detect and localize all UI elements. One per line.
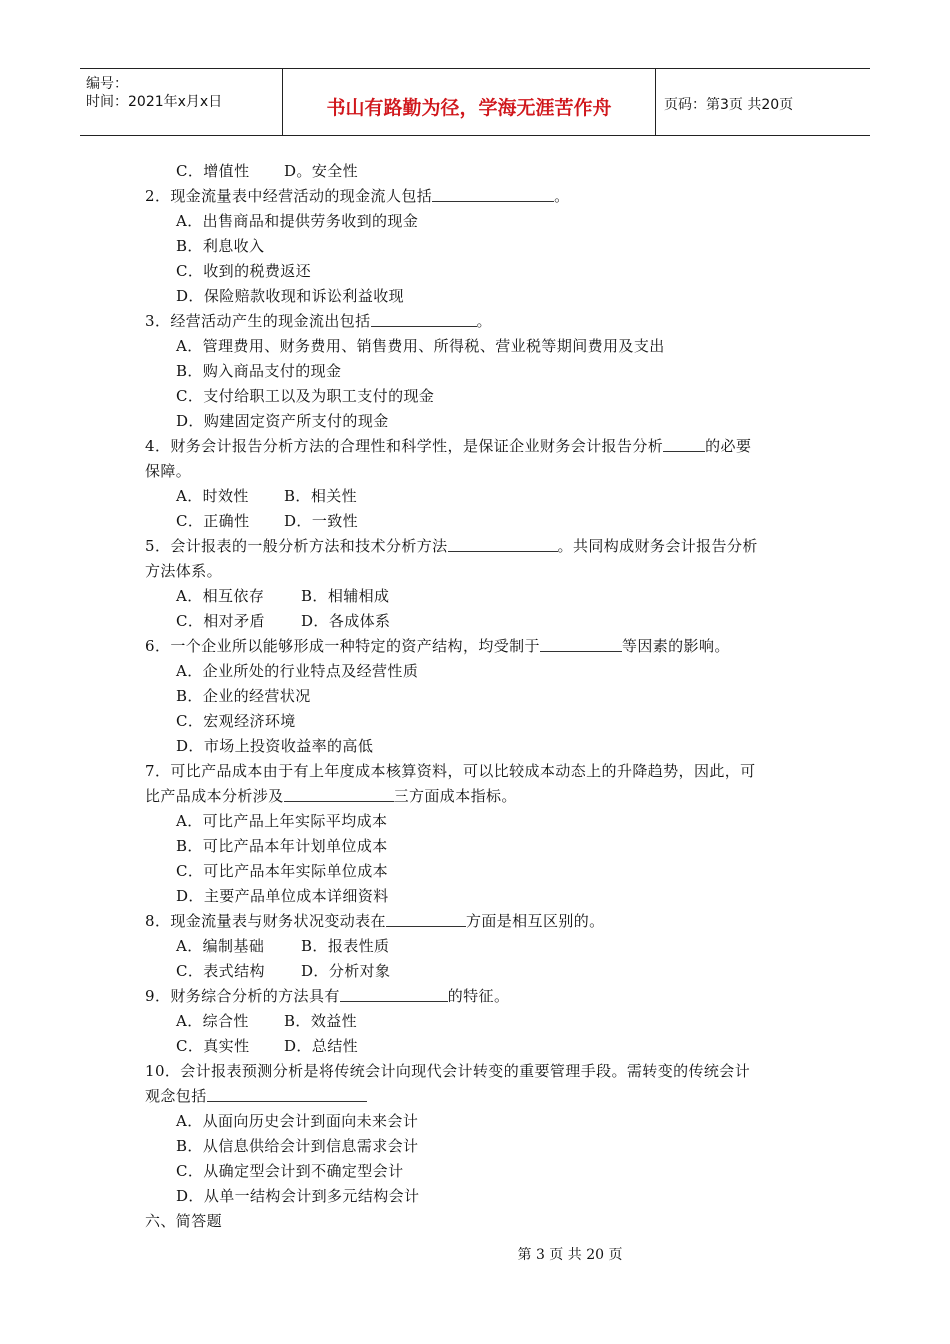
q3-stem: 3．经营活动产生的现金流出包括 。 bbox=[145, 312, 492, 330]
q6-option-c: C．宏观经济环境 bbox=[176, 712, 296, 730]
answer-blank bbox=[448, 536, 558, 552]
q3-option-c: C．支付给职工以及为职工支付的现金 bbox=[176, 387, 435, 405]
page-footer: 第 3 页 共 20 页 bbox=[517, 1247, 623, 1263]
q6-option-b: B．企业的经营状况 bbox=[176, 687, 311, 705]
answer-blank bbox=[386, 911, 466, 927]
q7-option-a: A．可比产品上年实际平均成本 bbox=[176, 812, 388, 830]
q3-option-a: A．管理费用、财务费用、销售费用、所得税、营业税等期间费用及支出 bbox=[176, 337, 665, 355]
answer-blank bbox=[284, 786, 394, 802]
q9-options-cd: C．真实性 D．总结性 bbox=[176, 1037, 359, 1055]
q7-option-d: D．主要产品单位成本详细资料 bbox=[176, 887, 389, 905]
answer-blank bbox=[340, 986, 448, 1002]
q3-option-d: D．购建固定资产所支付的现金 bbox=[176, 412, 389, 430]
answer-blank bbox=[432, 186, 554, 202]
q9-stem: 9．财务综合分析的方法具有 的特征。 bbox=[145, 987, 510, 1005]
q9-options-ab: A．综合性 B．效益性 bbox=[176, 1012, 358, 1030]
q10-option-b: B．从信息供给会计到信息需求会计 bbox=[176, 1137, 419, 1155]
q7-option-c: C．可比产品本年实际单位成本 bbox=[176, 862, 389, 880]
q2-option-a: A．出售商品和提供劳务收到的现金 bbox=[176, 212, 419, 230]
q10-option-d: D．从单一结构会计到多元结构会计 bbox=[176, 1187, 420, 1205]
doc-number-label: 编号： bbox=[86, 76, 128, 92]
q2-option-d: D．保险赔款收现和诉讼利益收现 bbox=[176, 287, 405, 305]
q4-options-ab: A．时效性 B．相关性 bbox=[176, 487, 358, 505]
section-title: 六、简答题 bbox=[145, 1212, 223, 1230]
q10-stem-cont: 观念包括 bbox=[145, 1084, 367, 1109]
q5-options-ab: A．相互依存 B．相辅相成 bbox=[176, 587, 390, 605]
doc-time-label: 时间：2021年x月x日 bbox=[86, 94, 223, 110]
q6-option-d: D．市场上投资收益率的高低 bbox=[176, 737, 374, 755]
q3-option-b: B．购入商品支付的现金 bbox=[176, 362, 342, 380]
q10-stem: 10．会计报表预测分析是将传统会计向现代会计转变的重要管理手段。需转变的传统会计 bbox=[145, 1062, 751, 1080]
q7-option-b: B．可比产品本年计划单位成本 bbox=[176, 837, 388, 855]
header-meta-cell bbox=[80, 69, 283, 135]
q8-options-ab: A．编制基础 B．报表性质 bbox=[176, 937, 390, 955]
header-motto-cell bbox=[283, 69, 656, 135]
q5-stem-cont: 方法体系。 bbox=[145, 562, 223, 580]
header-motto: 书山有路勤为径，学海无涯苦作舟 bbox=[326, 97, 612, 119]
q8-stem: 8．现金流量表与财务状况变动表在 方面是相互区别的。 bbox=[145, 912, 605, 930]
q2-stem: 2．现金流量表中经营活动的现金流人包括 。 bbox=[145, 187, 570, 205]
q10-option-a: A．从面向历史会计到面向未来会计 bbox=[176, 1112, 419, 1130]
q10-option-c: C．从确定型会计到不确定型会计 bbox=[176, 1162, 404, 1180]
q4-options-cd: C．正确性 D．一致性 bbox=[176, 512, 359, 530]
header-page-info: 页码：第3页 共20页 bbox=[664, 97, 794, 113]
q7-stem: 7．可比产品成本由于有上年度成本核算资料，可以比较成本动态上的升降趋势，因此，可 bbox=[145, 762, 756, 780]
page-header bbox=[80, 68, 870, 136]
q4-stem-cont: 保障。 bbox=[145, 462, 192, 480]
answer-blank bbox=[207, 1086, 367, 1102]
q5-stem: 5．会计报表的一般分析方法和技术分析方法 。共同构成财务会计报告分析 bbox=[145, 537, 758, 555]
q1-options-cd: C．增值性 D。安全性 bbox=[176, 162, 359, 180]
q2-option-b: B．利息收入 bbox=[176, 237, 265, 255]
header-page-cell bbox=[656, 69, 870, 135]
q7-stem-cont: 比产品成本分析涉及 三方面成本指标。 bbox=[145, 787, 517, 805]
q5-options-cd: C．相对矛盾 D．各成体系 bbox=[176, 612, 391, 630]
answer-blank bbox=[371, 311, 477, 327]
answer-blank bbox=[663, 436, 705, 452]
q4-stem: 4．财务会计报告分析方法的合理性和科学性，是保证企业财务会计报告分析 的必要 bbox=[145, 437, 752, 455]
q6-stem: 6．一个企业所以能够形成一种特定的资产结构，均受制于 等因素的影响。 bbox=[145, 637, 730, 655]
q6-option-a: A．企业所处的行业特点及经营性质 bbox=[176, 662, 419, 680]
answer-blank bbox=[540, 636, 622, 652]
q8-options-cd: C．表式结构 D．分析对象 bbox=[176, 962, 391, 980]
q2-option-c: C．收到的税费返还 bbox=[176, 262, 312, 280]
